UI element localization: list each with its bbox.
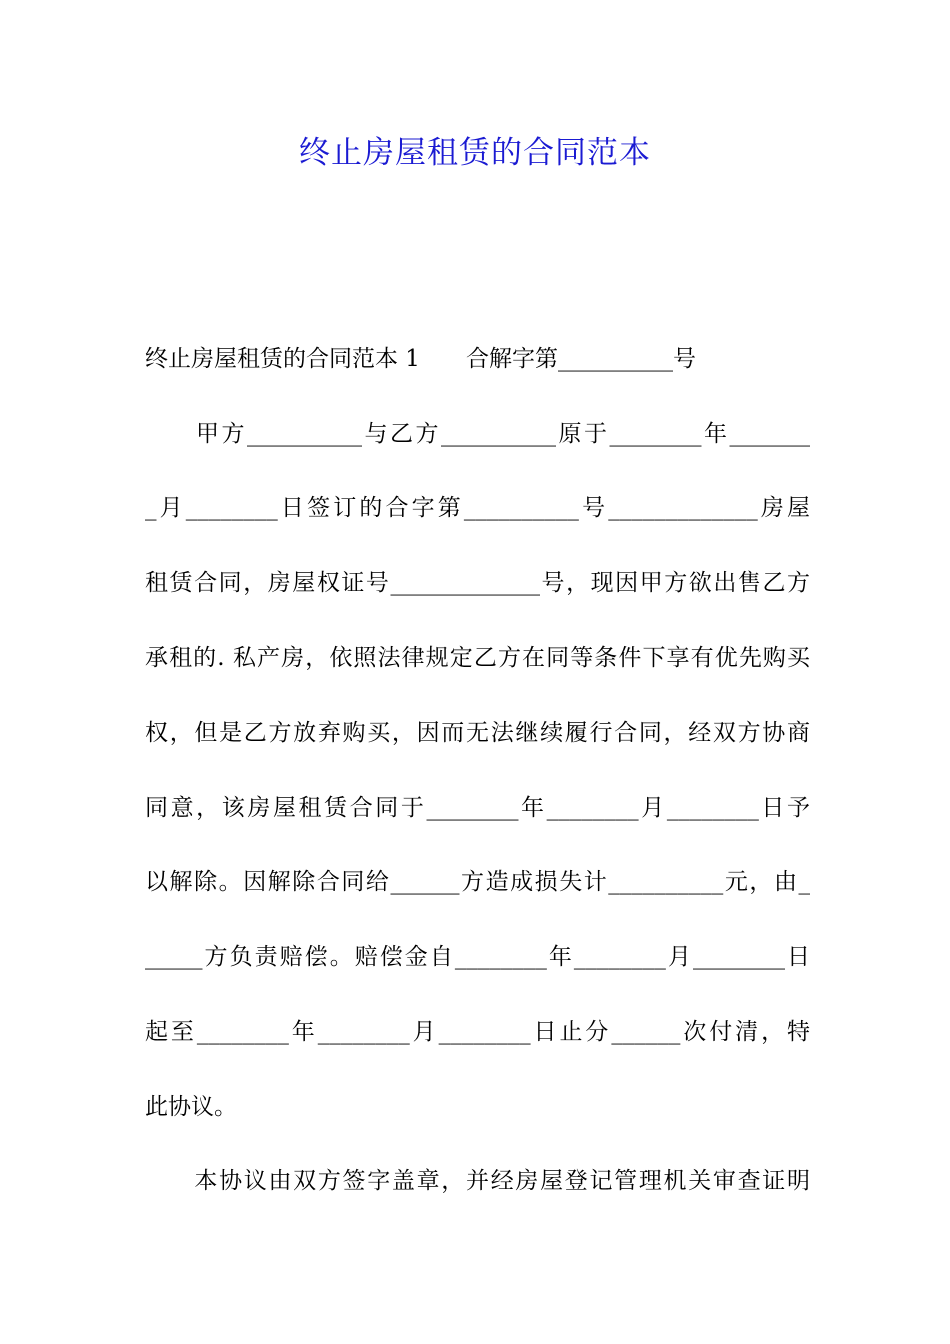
document-title: 终止房屋租赁的合同范本 [299, 135, 651, 171]
text-line-4: 租赁合同，房屋权证号_____________号，现因甲方欲出售乙方 [145, 570, 810, 596]
text-line-1: 终止房屋租赁的合同范本 1 合解字第__________号 [145, 346, 696, 372]
text-line-10: 起至________年________月________日止分______次付清，特 [145, 1019, 810, 1045]
text-line-6: 权，但是乙方放弃购买，因而无法继续履行合同，经双方协商 [145, 720, 810, 746]
text-line-7: 同意，该房屋租赁合同于________年________月________日予 [145, 795, 810, 821]
text-line-5: 承租的. 私产房，依照法律规定乙方在同等条件下享有优先购买 [145, 645, 810, 671]
text-line-3: _月________日签订的合字第__________号_____________房屋 [145, 495, 810, 521]
text-line-11: 此协议。 [145, 1094, 237, 1120]
text-line-8: 以解除。因解除合同给______方造成损失计__________元，由_ [145, 869, 810, 895]
text-line-9: _____方负责赔偿。赔偿金自________年________月________日 [145, 944, 810, 970]
text-line-2: 甲方__________与乙方__________原于________年_______ [145, 421, 810, 447]
text-line-12: 本协议由双方签字盖章，并经房屋登记管理机关审查证明 [145, 1168, 810, 1194]
